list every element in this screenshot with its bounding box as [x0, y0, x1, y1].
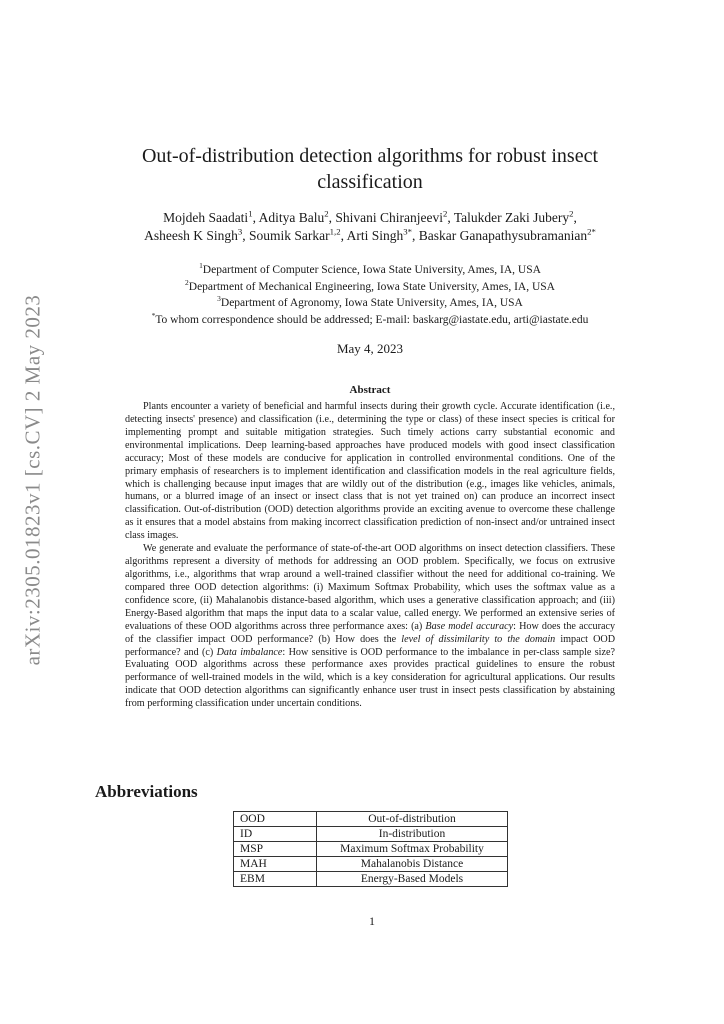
- affiliation-list: [90, 262, 650, 328]
- author-name: Arti Singh: [346, 228, 404, 243]
- publication-date: May 4, 2023: [336, 341, 404, 356]
- abstract-paragraph-1: Plants encounter a variety of beneficial and harmful insects during their growth cycle. Accurate identification (i.e., detecting insects' presence) and classification (i.e., determining the type or class) of these insect species is critical for implementing prompt and suitable mitigation strategies. Such timely actions carry substantial economic and environmental implications. Deep learning-based approaches have produced models with good insect classification accuracy; Most of these models are conducive for application in controlled environmental conditions. One of the primary emphasis of researchers is to implement identification and classification models in the real agriculture fields, which is challenging because input images that are wildly out of the distribution (e.g., images like vehicles, animals, humans, or a blurred image of an insect or insect class that is not yet trained on) can produce an incorrect insect classification. Out-of-distribution (OOD) detection algorithms provide an exciting avenue to overcome these challenge as it ensures that a model abstains from making incorrect classification prediction of non-insect and/or untrained insect class images.: [125, 401, 615, 542]
- author-name: Soumik Sarkar: [249, 228, 330, 243]
- author-affil-mark: 2: [569, 208, 574, 219]
- abbreviations-table: [233, 811, 508, 887]
- author-line-1: Mojdeh Saadati$^1$, Aditya Balu$^2$, Shivani Chiranjeevi$^2$, Talukder Zaki Jubery$^2$,: [163, 208, 577, 225]
- arxiv-sidebar: [20, 294, 45, 666]
- table-row: EBM Energy-Based Models: [234, 872, 508, 887]
- page-number: 1: [369, 914, 375, 928]
- author-line-2: Asheesh K Singh$^3$, Soumik Sarkar$^{1,2}$, Arti Singh$^{3*}$, Baskar Ganapathysubramanian$^{2*}$: [144, 226, 596, 243]
- abstract-heading: Abstract: [349, 384, 391, 396]
- abstract-body: [125, 401, 615, 711]
- arxiv-identifier: arXiv:2305.01823v1 [cs.CV] 2 May 2023: [20, 294, 45, 666]
- author-name: Aditya Balu: [258, 210, 325, 225]
- affiliation: $^1$Department of Computer Science, Iowa State University, Ames, IA, USA: [199, 261, 541, 276]
- table-row: MAH Mahalanobis Distance: [234, 857, 508, 872]
- correspondence-note: *To whom correspondence should be addressed; E-mail: baskarg@iastate.edu, arti@iastate.edu: [151, 310, 589, 326]
- abbreviations-heading: Abbreviations: [95, 782, 198, 801]
- author-affil-mark: 1,2: [329, 226, 341, 237]
- author-affil-mark: 2: [442, 208, 448, 219]
- author-affil-mark: 2: [324, 208, 329, 219]
- paper-title: Out-of-distribution detection algorithms for robust insect classification: [141, 145, 599, 193]
- affiliation: $^3$Department of Agronomy, Iowa State University, Ames, IA, USA: [217, 294, 523, 309]
- abstract-paragraph-2: We generate and evaluate the performance of state-of-the-art OOD algorithms on insect detection classifiers. These algorithms represent a diversity of methods for addressing an OOD problem. Specifically, we focus on extrusive algorithms, i.e., algorithms that wrap around a well-trained classifier without the need for additional co-training. We compared three OOD detection algorithms: (i) Maximum Softmax Probability, which uses the softmax value as a confidence score, (ii) Mahalanobis distance-based algorithm, which uses a generative classification approach; and (iii) Energy-Based algorithm that maps the input data to a scalar value, called energy. We performed an extensive series of evaluations of these OOD algorithms across three performance axes: (a) Base model accuracy: How does the accuracy of the classifier impact OOD performance? (b) How does the level of dissimilarity to the domain impact OOD performance? and (c) Data imbalance: How sensitive is OOD performance to the imbalance in per-class sample size? Evaluating OOD algorithms across these performance axes provides practical guidelines to ensure the robust performance of well-trained models in the wild, which is a key consideration for agricultural applications. Our results indicate that OOD detection algorithms can significantly enhance user trust in insect pests classification by abstaining from performing classification under uncertain conditions.: [125, 543, 616, 710]
- emphasis: Data imbalance: [216, 646, 283, 658]
- table-row: MSP Maximum Softmax Probability: [234, 842, 508, 857]
- author-name: Shivani Chiranjeevi: [335, 210, 443, 225]
- author-affil-mark: 3*: [403, 226, 413, 237]
- emphasis: Base model accuracy: [425, 620, 514, 632]
- emphasis: level of dissimilarity to the domain: [401, 633, 556, 645]
- author-list: [90, 209, 650, 245]
- author-affil-mark: 2*: [587, 226, 596, 237]
- author-name: Mojdeh Saadati: [163, 210, 249, 225]
- author-name: Baskar Ganapathysubramanian: [418, 228, 588, 243]
- author-name: Talukder Zaki Jubery: [453, 210, 570, 225]
- author-name: Asheesh K Singh: [144, 228, 238, 243]
- author-affil-mark: 3: [237, 226, 243, 237]
- table-row: ID In-distribution: [234, 827, 508, 842]
- table-row: OOD Out-of-distribution: [234, 812, 508, 827]
- affiliation: $^2$Department of Mechanical Engineering, Iowa State University, Ames, IA, USA: [185, 277, 555, 293]
- author-affil-mark: 1: [248, 208, 253, 219]
